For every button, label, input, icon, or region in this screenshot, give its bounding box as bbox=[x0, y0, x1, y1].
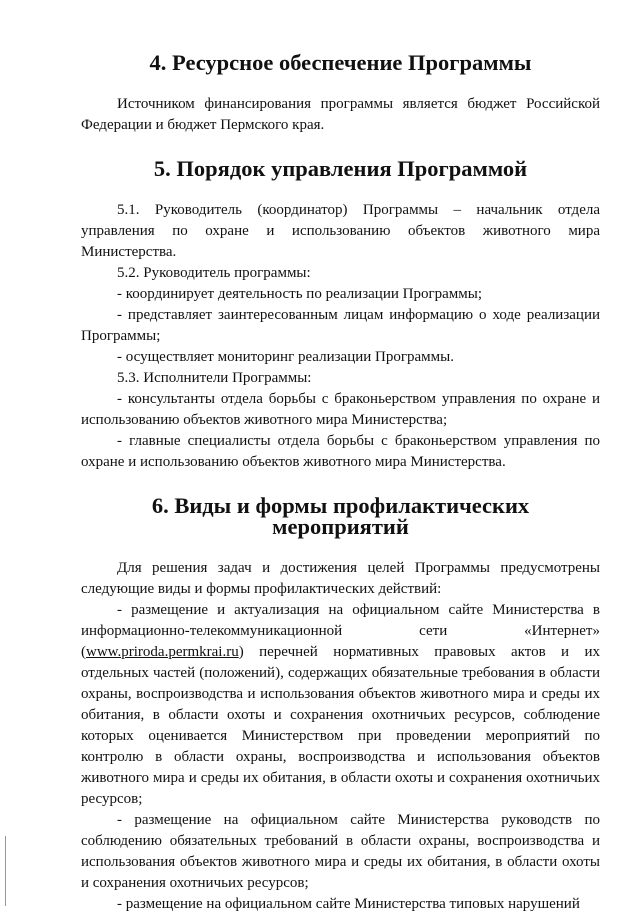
website-link[interactable]: www.priroda.permkrai.ru bbox=[86, 644, 239, 660]
section-6-item-2: - размещение на официальном сайте Министерства руководств по соблюдению обязательных требований в области охраны, воспроизводства и использования объектов животного мира и среды их обитания, в области охоты и сохранения охотничьих ресурсов; bbox=[81, 812, 600, 891]
section-5-bullet: - представляет заинтересованным лицам информацию о ходе реализации Программы; bbox=[81, 307, 600, 344]
section-6-heading: 6. Виды и формы профилактических мероприятий bbox=[151, 493, 530, 539]
section-4-paragraph: Источником финансирования программы является бюджет Российской Федерации и бюджет Пермского края. bbox=[81, 96, 600, 133]
section-6-intro: Для решения задач и достижения целей Программы предусмотрены следующие виды и формы профилактических действий: bbox=[81, 560, 600, 597]
section-5-bullet: - главные специалисты отдела борьбы с браконьерством управления по охране и использованию объектов животного мира Министерства. bbox=[81, 433, 600, 470]
item-1-text-before: - размещение и актуализация на официальном сайте Министерства в информационно-телекоммуникационной сети «Интернет» ( bbox=[81, 602, 600, 660]
scan-edge-line bbox=[5, 836, 6, 906]
section-5-bullet: - осуществляет мониторинг реализации Программы. bbox=[117, 349, 454, 365]
section-5-item-5-2: 5.2. Руководитель программы: bbox=[117, 265, 311, 281]
section-6-item-3: - размещение на официальном сайте Министерства типовых нарушений bbox=[117, 896, 580, 912]
section-5-item-5-3: 5.3. Исполнители Программы: bbox=[117, 370, 312, 386]
section-5-bullet: - консультанты отдела борьбы с браконьерством управления по охране и использованию объектов животного мира Министерства; bbox=[81, 391, 600, 428]
section-4-heading: 4. Ресурсное обеспечение Программы bbox=[149, 50, 532, 75]
document-page bbox=[81, 52, 600, 915]
item-1-text-after: ) перечней нормативных правовых актов и их отдельных частей (положений), содержащих обязательные требования в области охраны, воспроизводства и использования объектов животного мира и среды их обитания, в области охоты и сохранения охотничьих ресурсов, соблюдение которых оценивается Министерством при проведении мероприятий по контролю в области охраны, воспроизводства и использования объектов животного мира и среды их обитания, в области охоты и сохранения охотничьих ресурсов; bbox=[81, 644, 600, 807]
section-5-heading: 5. Порядок управления Программой bbox=[153, 156, 528, 181]
section-6-item-1 bbox=[81, 600, 600, 810]
section-5-bullet: - координирует деятельность по реализации Программы; bbox=[117, 286, 482, 302]
section-5-item-5-1: 5.1. Руководитель (координатор) Программы – начальник отдела управления по охране и использованию объектов животного мира Министерства. bbox=[81, 202, 600, 260]
